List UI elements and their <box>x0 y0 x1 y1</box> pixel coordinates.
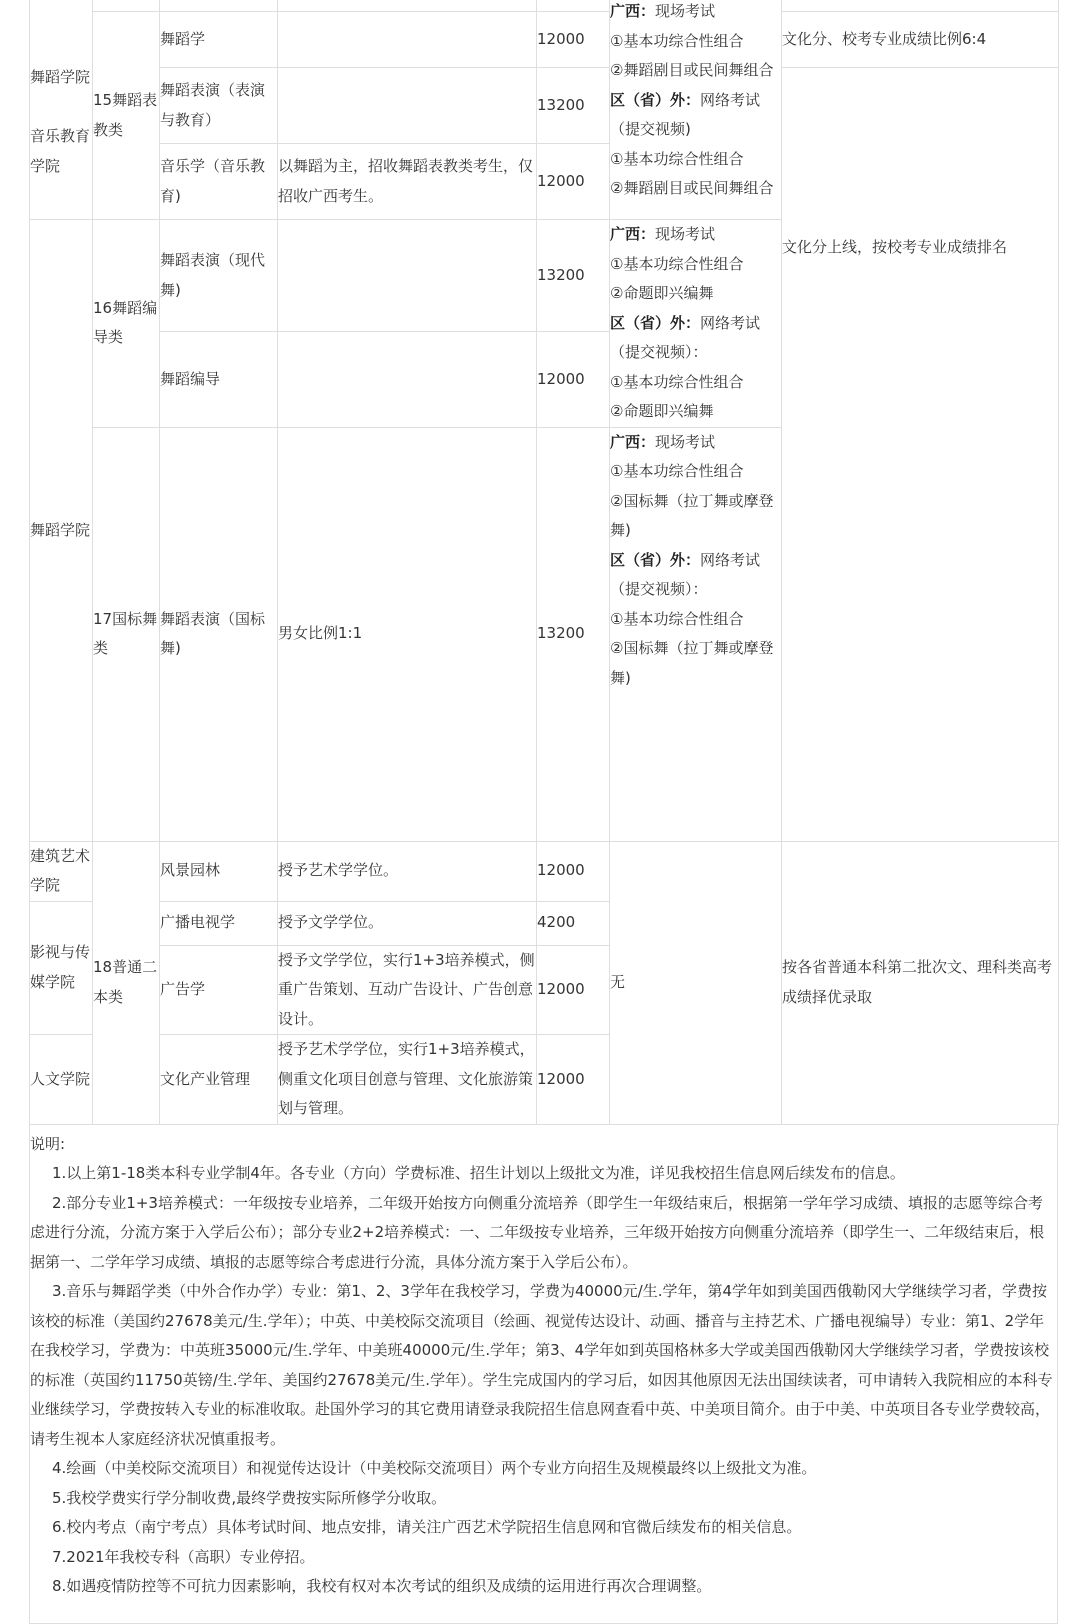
exam-cell: 无 <box>610 841 782 1124</box>
note-cell: 授予文学学位，实行1+3培养模式，侧重广告策划、互动广告设计、广告创意设计。 <box>278 945 537 1035</box>
college-cell <box>30 0 93 220</box>
exam-region-label: 广西： <box>610 2 656 20</box>
exam-line <box>610 368 781 398</box>
exam-line <box>610 56 781 86</box>
exam-line <box>610 634 781 693</box>
exam-line-text: ②舞蹈剧目或民间舞组合 <box>610 179 774 197</box>
note-cell <box>278 12 537 68</box>
exam-line <box>610 86 781 116</box>
note-cell: 授予文学学位。 <box>278 901 537 945</box>
college-cell: 建筑艺术学院 <box>30 841 93 901</box>
exam-line-text: ②国标舞（拉丁舞或摩登舞) <box>610 639 774 687</box>
note-item: 5.我校学费实行学分制收费,最终学费按实际所修学分收取。 <box>52 1488 447 1507</box>
exam-cell <box>610 427 782 841</box>
major-cell: 文化产业管理 <box>160 1035 278 1125</box>
exam-line <box>610 250 781 280</box>
exam-cell <box>610 0 782 220</box>
college-name: 音乐教育学院 <box>30 127 91 175</box>
note-cell: 授予艺术学学位。 <box>278 841 537 901</box>
exam-line-text: 网络考试 <box>700 550 761 569</box>
note-item: 2.部分专业1+3培养模式：一年级按专业培养，二年级开始按方向侧重分流培养（即学生一年级结束后，根据第一学年学习成绩、填报的志愿等综合考虑进行分流，分流方案于入学后公布）；部分专业2+2培养模式：一、二年级按专业培养，三年级开始按方向侧重分流培养（即学生一、二年级结束后，根据第一、二学年学习成绩、填报的志愿等综合考虑进行分流，具体分流方案于入学后公布）。 <box>30 1193 1045 1271</box>
notes-section <box>29 1125 1058 1624</box>
fee-cell: 13200 <box>537 427 610 841</box>
category-cell: 17国标舞类 <box>93 427 160 841</box>
exam-line-text: 现场考试 <box>655 225 716 243</box>
major-cell: 广播电视学 <box>160 901 278 945</box>
major-cell: 舞蹈表演（表演与教育） <box>160 68 278 144</box>
exam-lines <box>610 220 781 427</box>
note-item: 6.校内考点（南宁考点）具体考试时间、地点安排，请关注广西艺术学院招生信息网和官微后续发布的相关信息。 <box>52 1518 802 1536</box>
exam-line-text: ①基本功综合性组合 <box>610 462 744 480</box>
exam-region-label: 区（省）外： <box>610 550 701 569</box>
exam-line-text: 现场考试 <box>655 432 716 451</box>
admission-table <box>29 0 1059 1125</box>
exam-line <box>610 309 781 339</box>
exam-line-text: （提交视频) <box>610 120 691 138</box>
exam-line-text: ②国标舞（拉丁舞或摩登舞) <box>610 491 774 539</box>
exam-line <box>610 27 781 57</box>
exam-line <box>610 575 781 605</box>
exam-region-label: 广西： <box>610 432 656 451</box>
table-row <box>30 841 1059 901</box>
category-cell: 15舞蹈表教类 <box>93 12 160 220</box>
exam-line <box>610 279 781 309</box>
exam-line-text: ②命题即兴编舞 <box>610 402 714 420</box>
fee-cell: 13200 <box>537 220 610 332</box>
notes-title: 说明: <box>30 1134 66 1153</box>
exam-line <box>610 546 781 576</box>
major-cell: 音乐学（音乐教育) <box>160 144 278 220</box>
note-cell: 以舞蹈为主，招收舞蹈表教类考生，仅招收广西考生。 <box>278 144 537 220</box>
table-row <box>30 68 1059 144</box>
fee-cell: 12000 <box>537 144 610 220</box>
major-cell: 广告学 <box>160 945 278 1035</box>
fee-cell: 12000 <box>537 841 610 901</box>
exam-line <box>610 338 781 368</box>
table-row <box>30 0 1059 12</box>
exam-line-text: ①基本功综合性组合 <box>610 254 744 273</box>
exam-line <box>610 174 781 204</box>
major-cell: 舞蹈编导 <box>160 332 278 427</box>
fee-cell: 13200 <box>537 68 610 144</box>
college-cell: 人文学院 <box>30 1035 93 1125</box>
exam-line <box>610 0 781 27</box>
note-item: 7.2021年我校专科（高职）专业停招。 <box>52 1547 315 1566</box>
college-name: 舞蹈学院 <box>30 67 91 86</box>
exam-line <box>610 115 781 145</box>
exam-line-text: ②舞蹈剧目或民间舞组合 <box>610 61 774 79</box>
exam-line <box>610 428 781 458</box>
rule-text: 文化分上线，按校考专业成绩排名 <box>782 238 1008 256</box>
note-cell <box>278 68 537 144</box>
exam-line <box>610 605 781 635</box>
admission-table-region <box>29 0 1058 1624</box>
fee-cell: 12000 <box>537 12 610 68</box>
exam-line-text: ①基本功综合性组合 <box>610 31 744 50</box>
note-cell: 授予艺术学学位，实行1+3培养模式，侧重文化项目创意与管理、文化旅游策划与管理。 <box>278 1035 537 1125</box>
rule-cell: 文化分、校考专业成绩比例6:4 <box>782 12 1059 68</box>
exam-line-text: ①基本功综合性组合 <box>610 609 744 628</box>
exam-line-text: 现场考试 <box>655 2 716 20</box>
major-cell: 风景园林 <box>160 841 278 901</box>
note-cell: 男女比例1:1 <box>278 427 537 841</box>
major-cell: 舞蹈表演（现代舞) <box>160 220 278 332</box>
rule-cell <box>782 68 1059 842</box>
note-item: 1.以上第1-18类本科专业学制4年。各专业（方向）学费标准、招生计划以上级批文为准，详见我校招生信息网后续发布的信息。 <box>52 1164 905 1182</box>
exam-line-text: ①基本功综合性组合 <box>610 149 744 168</box>
note-item: 8.如遇疫情防控等不可抗力因素影响，我校有权对本次考试的组织及成绩的运用进行再次合理调整。 <box>52 1577 712 1595</box>
exam-line-text: ②命题即兴编舞 <box>610 284 714 302</box>
college-cell: 舞蹈学院 <box>30 220 93 842</box>
fee-cell: 4200 <box>537 901 610 945</box>
exam-lines <box>610 428 781 694</box>
exam-line-text: 网络考试 <box>700 90 761 109</box>
major-cell: 舞蹈表演（国标舞) <box>160 427 278 841</box>
college-cell: 影视与传媒学院 <box>30 901 93 1035</box>
major-cell: 舞蹈学 <box>160 12 278 68</box>
exam-line-text: （提交视频）： <box>610 343 708 361</box>
exam-lines <box>610 0 781 204</box>
exam-region-label: 区（省）外： <box>610 313 701 332</box>
exam-region-label: 广西： <box>610 225 656 243</box>
category-cell: 16舞蹈编导类 <box>93 220 160 428</box>
exam-line <box>610 397 781 427</box>
exam-line <box>610 145 781 175</box>
exam-region-label: 区（省）外： <box>610 90 701 109</box>
category-cell: 18普通二本类 <box>93 841 160 1124</box>
fee-cell: 12000 <box>537 332 610 427</box>
exam-line <box>610 487 781 546</box>
exam-line <box>610 457 781 487</box>
table-row <box>30 12 1059 68</box>
exam-line-text: （提交视频）： <box>610 580 708 598</box>
rule-cell: 按各省普通本科第二批次文、理科类高考成绩择优录取 <box>782 841 1059 1124</box>
note-item: 3.音乐与舞蹈学类（中外合作办学）专业：第1、2、3学年在我校学习，学费为40000元/生.学年，第4学年如到美国西俄勒冈大学继续学习者，学费按该校的标准（美国约27678美元/生.学年）；中英、中美校际交流项目（绘画、视觉传达设计、动画、播音与主持艺术、广播电视编导）专业：第1、2学年在我校学习，学费为：中英班35000元/生.学年、中美班40000元/生.学年；第3、4学年如到英国格林多大学或美国西俄勒冈大学继续学习者，学费按该校的标准（英国约11750英镑/生.学年、美国约27678美元/生.学年）。学生完成国内的学习后，如因其他原因无法出国续读者，可申请转入我院相应的本科专业继续学习，学费按转入专业的标准收取。赴国外学习的其它费用请登录我院招生信息网查看中英、中美项目简介。由于中美、中英项目各专业学费较高，请考生视本人家庭经济状况慎重报考。 <box>30 1282 1053 1448</box>
exam-line-text: 网络考试 <box>700 313 761 332</box>
fee-cell: 12000 <box>537 945 610 1035</box>
note-cell <box>278 220 537 332</box>
note-cell <box>278 332 537 427</box>
fee-cell: 12000 <box>537 1035 610 1125</box>
exam-line <box>610 220 781 250</box>
exam-line-text: ①基本功综合性组合 <box>610 372 744 391</box>
exam-cell <box>610 220 782 428</box>
note-item: 4.绘画（中美校际交流项目）和视觉传达设计（中美校际交流项目）两个专业方向招生及规模最终以上级批文为准。 <box>52 1459 817 1477</box>
